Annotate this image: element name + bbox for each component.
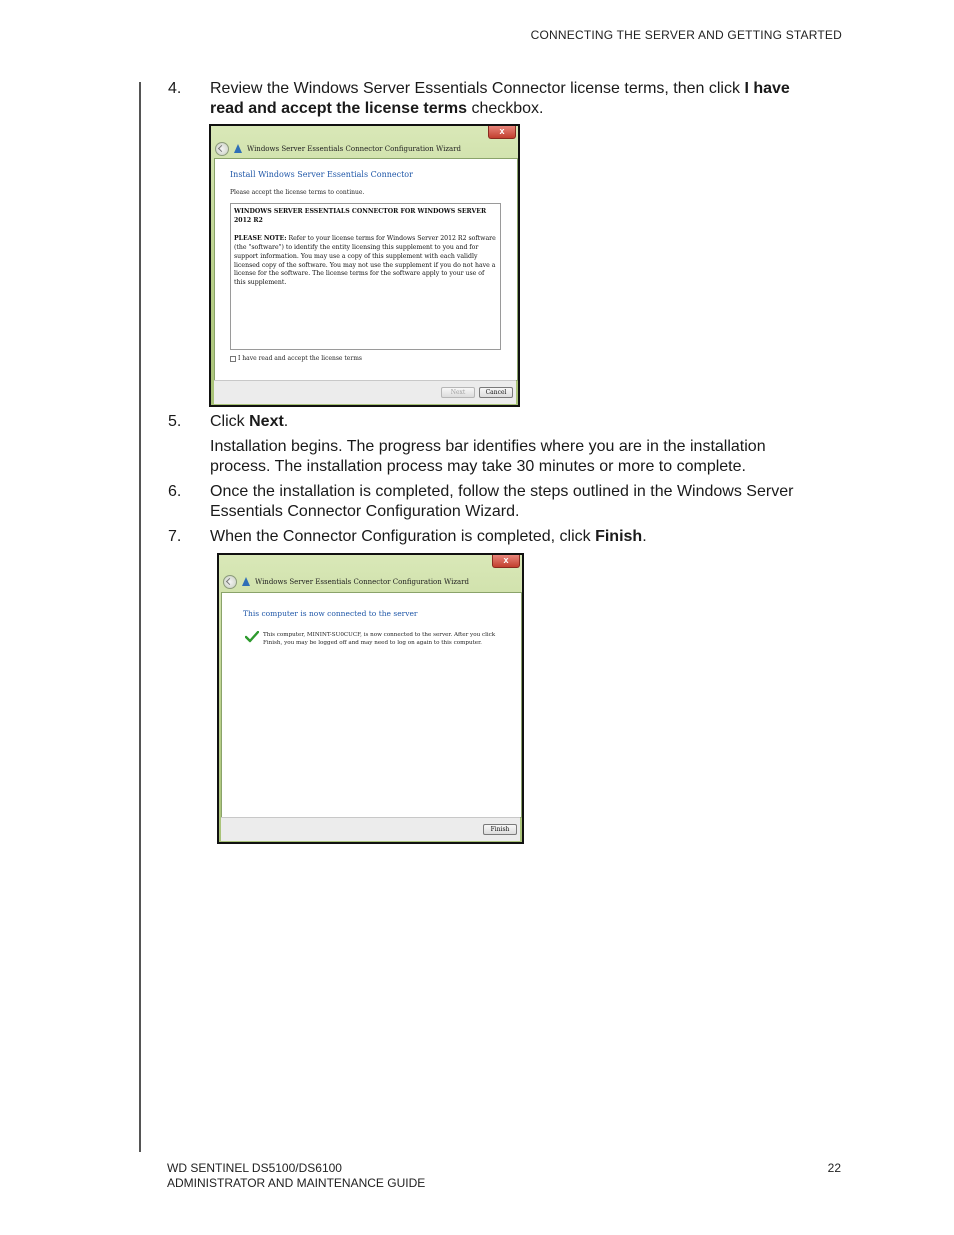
wizard-instruction: Please accept the license terms to continue. [230, 189, 365, 196]
accept-license-label: I have read and accept the license terms [238, 355, 362, 362]
wizard-content [214, 158, 518, 381]
step-text [210, 527, 828, 547]
step-text-post: checkbox. [467, 100, 544, 117]
wizard-icon [233, 144, 243, 154]
window-titlebar [215, 140, 514, 158]
step-6 [168, 482, 828, 522]
step-text-pre: When the Connector Configuration is completed, click [210, 528, 596, 545]
license-note-label: PLEASE NOTE: [234, 234, 287, 242]
step-text-post: . [642, 528, 647, 545]
step-text-pre: Review the Windows Server Essentials Connector license terms, then click [210, 80, 745, 97]
step-text-post: . [283, 413, 289, 430]
finish-button[interactable]: Finish [483, 824, 517, 835]
license-body-text: Refer to your license terms for Windows Server 2012 R2 software (the "software") to identify the entity licensing this supplement to you and for support information. You may use a copy of this supplement with each validly licensed copy of the software. You may not use the supplement if you do not have a license for the software. The license terms for the software apply to your use of this supplement. [234, 234, 496, 287]
running-header: CONNECTING THE SERVER AND GETTING STARTED [530, 28, 842, 42]
close-icon: x [492, 555, 520, 568]
window-title: Windows Server Essentials Connector Configuration Wizard [247, 145, 462, 153]
page-number: 22 [827, 1161, 841, 1175]
page-footer [167, 1161, 425, 1191]
wizard-footer [221, 817, 520, 841]
step-text: Once the installation is completed, follow the steps outlined in the Windows Server Essentials Connector Configuration Wizard. [210, 483, 794, 520]
step-text-bold: I have read and accept the license terms [210, 80, 790, 117]
step-number: 5. [168, 413, 182, 430]
step-number: 7. [168, 528, 182, 545]
step-number: 6. [168, 483, 182, 500]
step-5-note: Installation begins. The progress bar identifies where you are in the installation process. The installation process may take 30 minutes or more to complete. [210, 438, 766, 475]
back-arrow-icon [215, 142, 229, 156]
accept-license-row[interactable] [230, 355, 362, 362]
wizard-heading: Install Windows Server Essentials Connector [230, 170, 413, 179]
cancel-button[interactable]: Cancel [479, 387, 513, 398]
wizard-content [221, 592, 522, 818]
window-title: Windows Server Essentials Connector Configuration Wizard [255, 578, 470, 586]
next-button[interactable]: Next [441, 387, 475, 398]
step-text [210, 79, 828, 119]
margin-rule [139, 82, 141, 1152]
step-text-bold: Finish [595, 528, 643, 545]
step-text-pre: Click [210, 413, 250, 430]
connected-wizard-screenshot [217, 553, 524, 844]
wizard-footer [214, 380, 516, 404]
step-7 [168, 527, 828, 547]
license-body [234, 235, 497, 288]
check-icon [245, 631, 259, 643]
guide-name: ADMINISTRATOR AND MAINTENANCE GUIDE [167, 1176, 426, 1190]
window-titlebar [223, 573, 518, 591]
back-arrow-icon [223, 575, 237, 589]
license-title: WINDOWS SERVER ESSENTIALS CONNECTOR FOR WINDOWS SERVER 2012 R2 [234, 208, 487, 224]
connected-message: This computer, MININT-SU0CUCF, is now connected to the server. After you click Finish, you may be logged off and may need to log on again to this computer. [263, 632, 496, 646]
license-terms-box[interactable] [230, 203, 501, 350]
step-number: 4. [168, 80, 182, 97]
license-wizard-screenshot [209, 124, 520, 407]
product-name: WD SENTINEL DS5100/DS6100 [167, 1161, 342, 1175]
close-icon: x [488, 126, 516, 139]
accept-license-checkbox[interactable] [230, 356, 236, 362]
wizard-heading: This computer is now connected to the server [243, 609, 418, 618]
step-5 [168, 412, 828, 432]
step-text [210, 412, 828, 432]
wizard-icon [241, 577, 251, 587]
step-text-bold: Next [249, 413, 284, 430]
step-4 [168, 79, 828, 119]
